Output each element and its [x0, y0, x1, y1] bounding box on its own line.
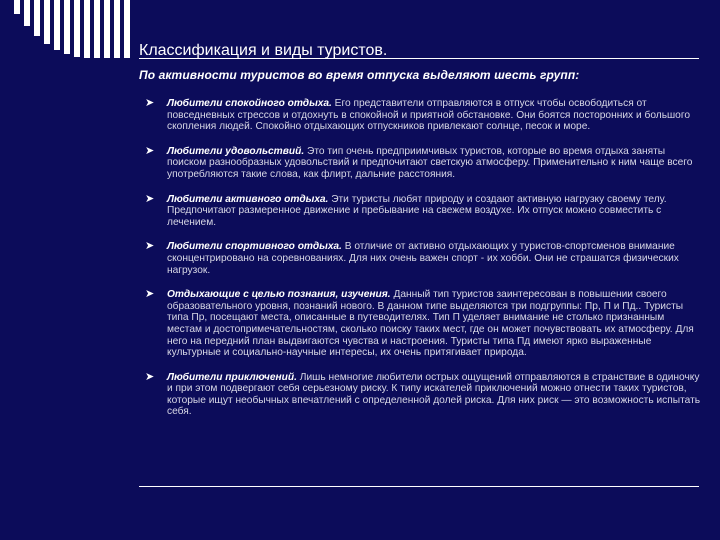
group-description: Эти туристы любят природу и создают активную нагрузку своему телу. Предпочитают размеренное движение и пребывание на свежем воздухе. Их отпуск можно совместить с лечением.: [167, 193, 667, 228]
arrow-bullet-icon: ➤: [145, 370, 155, 383]
arrow-bullet-icon: ➤: [145, 97, 155, 109]
slide-title: Классификация и виды туристов.: [139, 42, 388, 59]
stripe: [64, 0, 70, 54]
arrow-bullet-icon: ➤: [145, 240, 155, 253]
bottom-divider: [139, 486, 699, 487]
stripe: [104, 0, 110, 58]
group-description: Это тип очень предприимчивых туристов, которые во время отдыха заняты поиском разнообразных удовольствий и предпочитают светскую атмосферу. Применительно к ним чаще всего употребляются такие слова, как флирт, дальние расстояния.: [167, 145, 693, 180]
arrow-bullet-icon: ➤: [145, 288, 155, 301]
group-description: Данный тип туристов заинтересован в повышении своего образовательного уровня, познаний нового. В данном типе выделяются три подгруппы: Пр, П и Пд.. Туристы типа Пр, посещают места, описанные в путеводителях. Тип П уделяет внимание не столько признанным местам и достопримечательностям, сколько поиску таких мест, где он может почувствовать их атмосферу. Для него на передний план выдвигаются чувства и настроения. Туристы типа Пд имеют ярко выраженные культурные и социально-научные интересы, их очень притягивает природа.: [167, 289, 694, 359]
list-item: [145, 289, 701, 359]
tourist-groups-list: [145, 98, 701, 418]
list-item: [145, 194, 701, 229]
stripe: [114, 0, 120, 58]
group-term: Любители спокойного отдыха.: [167, 98, 332, 109]
group-term: Любители активного отдыха.: [167, 193, 329, 205]
list-item: [145, 241, 701, 276]
slide-subtitle: По активности туристов во время отпуска выделяют шесть групп:: [139, 68, 580, 82]
stripe: [124, 0, 130, 58]
group-description: В отличие от активно отдыхающих у туристов-спортсменов внимание сконцентрировано на соревнованиях. Для них очень важен спорт - их хобби. Они не страшатся физических нагрузок.: [167, 241, 679, 276]
list-item: [145, 98, 701, 133]
stripe: [24, 0, 30, 26]
stripe: [94, 0, 100, 58]
group-description: Его представители отправляются в отпуск чтобы освободиться от повседневных стрессов и отдохнуть в спокойной и приятной обстановке. Они боятся посторонних и большого скопления людей. Спокойно отдыхающих отпускников привлекают солнце, песок и море.: [167, 98, 691, 133]
group-term: Любители спортивного отдыха.: [167, 241, 342, 253]
arrow-bullet-icon: ➤: [145, 144, 155, 157]
list-item: [145, 146, 701, 181]
stripe: [74, 0, 80, 57]
group-term: Любители приключений.: [167, 371, 297, 383]
stripe: [14, 0, 20, 14]
group-term: Отдыхающие с целью познания, изучения.: [167, 289, 391, 301]
group-description: Лишь немногие любители острых ощущений отправляются в странствие в одиночку и при этом подвергают себя серьезному риску. К типу искателей приключений можно отнести таких туристов, которые ищут необычных впечатлений с определенной долей риска. Для них риск — это возможность испытать себя.: [167, 371, 701, 418]
stripe: [84, 0, 90, 58]
list-item: [145, 372, 701, 418]
stripe: [54, 0, 60, 50]
stripe: [44, 0, 50, 44]
group-term: Любители удовольствий.: [167, 145, 305, 157]
arrow-bullet-icon: ➤: [145, 192, 155, 205]
stripe: [34, 0, 40, 36]
